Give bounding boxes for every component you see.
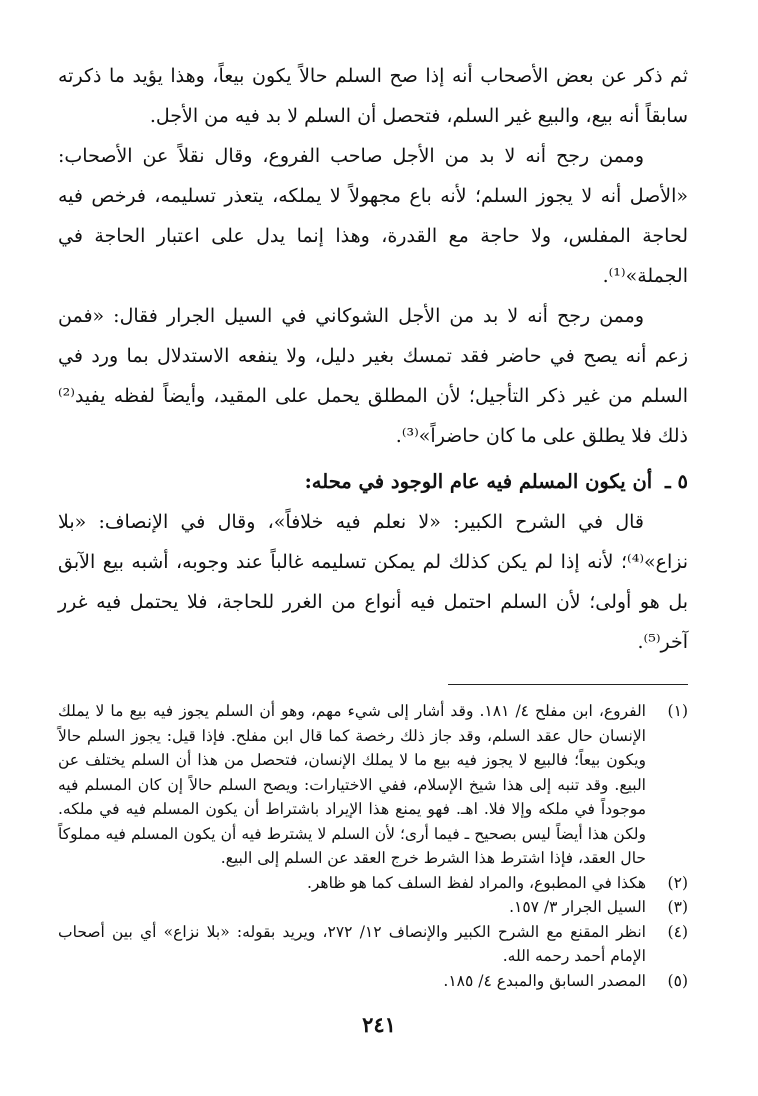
footnote-number: (٣) — [667, 898, 688, 916]
main-text — [58, 56, 688, 662]
page-number: ٢٤١ — [362, 1012, 396, 1037]
paragraph-1: ثم ذكر عن بعض الأصحاب أنه إذا صح السلم حالاً يكون بيعاً، وهذا يؤيد ما ذكرته سابقاً أنه بيع، والبيع غير السلم، فتحصل أن السلم لا بد فيه من الأجل. — [58, 65, 688, 127]
footnote-number: (٤) — [667, 922, 688, 941]
footnote-text: السيل الجرار ٣/ ١٥٧. — [509, 898, 646, 916]
footnote-text: الفروع، ابن مفلح ٤/ ١٨١. وقد أشار إلى شيء مهم، وهو أن السلم يجوز فيه بيع ما لا يملك الإنسان حال عقد السلم، وقد جاز ذلك رخصة كما قال ابن مفلح. فإذا قيل: يجوز السلم حالاً ويكون بيعاً؛ فالبيع لا يجوز فيه بيع ما لا يملك الإنسان، فتحصل من هذا أن السلم يختلف عن البيع. وقد تنبه إلى هذا شيخ الإسلام، ففي الاختيارات: ويصح السلم حالاً إن كان المسلم فيه موجوداً في ملكه وإلا فلا. اهـ. فهو يمنع هذا الإيراد باشتراط أن يكون المسلم فيه في ملكه. ولكن هذا أيضاً ليس بصحيح ـ فيما أرى؛ لأن السلم لا يشترط فيه أن يكون المسلم فيه مملوكاً حال العقد، فإذا اشترط هذا الشرط خرج العقد عن السلم إلى البيع. — [58, 702, 646, 867]
paragraph-4: قال في الشرح الكبير: «لا نعلم فيه خلافاً»، وقال في الإنصاف: «بلا نزاع»⁽⁴⁾؛ لأنه إذا لم يكن كذلك لم يمكن تسليمه غالباً عند وجوبه، أشبه بيع الآبق بل هو أولى؛ لأن السلم احتمل فيه أنواع من الغرر للحاجة، فلا يحتمل فيه غرر آخر⁽⁵⁾. — [58, 511, 688, 653]
footnote-divider — [448, 684, 688, 685]
footnote-4 — [58, 920, 688, 969]
footnote-text: هكذا في المطبوع، والمراد لفظ السلف كما هو ظاهر. — [306, 873, 646, 892]
footnote-text: المصدر السابق والمبدع ٤/ ١٨٥. — [443, 971, 646, 990]
footnotes — [58, 699, 688, 993]
section-heading — [58, 462, 688, 502]
section-heading-text: أن يكون المسلم فيه عام الوجود في محله: — [304, 470, 653, 493]
paragraph-2: وممن رجح أنه لا بد من الأجل صاحب الفروع، وقال نقلاً عن الأصحاب: «الأصل أنه لا يجوز السلم؛ لأنه باع مجهولاً لا يملكه، يتعذر تسليمه، فرخص فيه لحاجة المفلس، ولا حاجة مع القدرة، وهذا إنما يدل على اعتبار الحاجة في الجملة»⁽¹⁾. — [58, 145, 688, 287]
footnote-text: انظر المقنع مع الشرح الكبير والإنصاف ١٢/ ٢٧٢، ويريد بقوله: «بلا نزاع» أي بين أصحاب الإمام أحمد رحمه الله. — [58, 922, 646, 965]
footnote-number: (١) — [667, 702, 688, 720]
footnote-number: (٥) — [667, 971, 688, 990]
footnote-2 — [58, 871, 688, 896]
footnote-5 — [58, 969, 688, 994]
footnote-1 — [58, 699, 688, 871]
section-heading-number: ٥ ـ — [665, 470, 688, 493]
footnote-number: (٢) — [667, 873, 688, 892]
footnote-3 — [58, 895, 688, 920]
paragraph-3: وممن رجح أنه لا بد من الأجل الشوكاني في السيل الجرار فقال: «فمن زعم أنه يصح في حاضر فقد تمسك بغير دليل، ولا ينفعه الاستدلال بما ورد في السلم من غير ذكر التأجيل؛ لأن المطلق يحمل على المقيد، وأيضاً لفظه يفيد⁽²⁾ ذلك فلا يطلق على ما كان حاضراً»⁽³⁾. — [58, 305, 688, 447]
